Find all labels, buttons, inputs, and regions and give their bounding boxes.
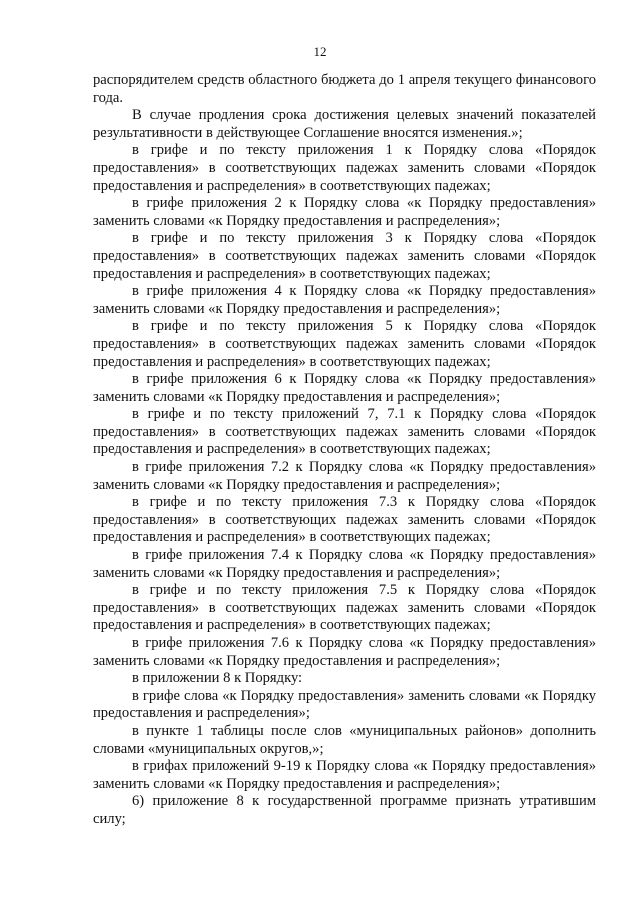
paragraph: в грифах приложений 9-19 к Порядку слова «к Порядку предоставления» заменить словами «к Порядку предоставления и распределения»; (93, 758, 596, 792)
paragraph: в грифе приложения 7.2 к Порядку слова «к Порядку предоставления» заменить словами «к Порядку предоставления и распределения»; (93, 459, 596, 493)
paragraph: в грифе приложения 2 к Порядку слова «к Порядку предоставления» заменить словами «к Порядку предоставления и распределения»; (93, 195, 596, 229)
paragraph: в грифе приложения 4 к Порядку слова «к Порядку предоставления» заменить словами «к Порядку предоставления и распределения»; (93, 283, 596, 317)
paragraph: В случае продления срока достижения целевых значений показателей результативности в действующее Соглашение вносятся изменения.»; (93, 107, 596, 141)
paragraph: распорядителем средств областного бюджета до 1 апреля текущего финансового года. (93, 72, 596, 106)
paragraph: в приложении 8 к Порядку: (132, 670, 303, 687)
paragraph: в грифе и по тексту приложения 1 к Порядку слова «Порядок предоставления» в соответствующих падежах заменить словами «Порядок предоставления и распределения» в соответствующих падежах; (93, 142, 596, 194)
paragraph: 6) приложение 8 к государственной программе признать утратившим силу; (93, 793, 596, 827)
paragraph: в грифе и по тексту приложения 7.5 к Порядку слова «Порядок предоставления» в соответствующих падежах заменить словами «Порядок предоставления и распределения» в соответствующих падежах; (93, 582, 596, 634)
paragraph: в грифе приложения 7.4 к Порядку слова «к Порядку предоставления» заменить словами «к Порядку предоставления и распределения»; (93, 547, 596, 581)
paragraph: в грифе приложения 6 к Порядку слова «к Порядку предоставления» заменить словами «к Порядку предоставления и распределения»; (93, 371, 596, 405)
paragraph: в грифе и по тексту приложения 7.3 к Порядку слова «Порядок предоставления» в соответствующих падежах заменить словами «Порядок предоставления и распределения» в соответствующих падежах; (93, 494, 596, 546)
paragraph: в грифе и по тексту приложений 7, 7.1 к Порядку слова «Порядок предоставления» в соответствующих падежах заменить словами «Порядок предоставления и распределения» в соответствующих падежах; (93, 406, 596, 458)
document-body (93, 72, 596, 829)
paragraph: в грифе и по тексту приложения 5 к Порядку слова «Порядок предоставления» в соответствующих падежах заменить словами «Порядок предоставления и распределения» в соответствующих падежах; (93, 318, 596, 370)
paragraph: в грифе слова «к Порядку предоставления» заменить словами «к Порядку предоставления и распределения»; (93, 687, 596, 722)
paragraph: в грифе приложения 7.6 к Порядку слова «к Порядку предоставления» заменить словами «к Порядку предоставления и распределения»; (93, 635, 596, 669)
paragraph: в пункте 1 таблицы после слов «муниципальных районов» дополнить словами «муниципальных округов,»; (93, 722, 596, 757)
page-number: 12 (313, 44, 327, 59)
paragraph: в грифе и по тексту приложения 3 к Порядку слова «Порядок предоставления» в соответствующих падежах заменить словами «Порядок предоставления и распределения» в соответствующих падежах; (93, 230, 596, 282)
